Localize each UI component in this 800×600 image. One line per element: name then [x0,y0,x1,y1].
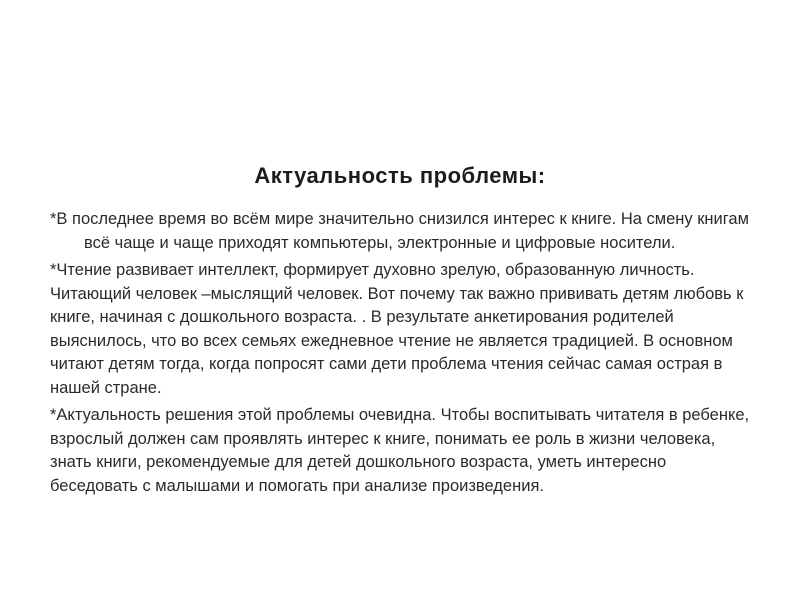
slide-body [50,208,750,502]
paragraph-2: *Чтение развивает интеллект, формирует духовно зрелую, образованную личность. Читающий человек –мыслящий человек. Вот почему так важно прививать детям любовь к книге, начиная с дошкольного возраста. . В результате анкетирования родителей выяснилось, что во всех семьях ежедневное чтение не является традицией. В основном читают детям тогда, когда попросят сами дети проблема чтения сейчас самая острая в нашей стране. [50,261,744,397]
slide-title: Актуальность проблемы: [254,163,546,188]
paragraph-3: *Актуальность решения этой проблемы очевидна. Чтобы воспитывать читателя в ребенке, взрослый должен сам проявлять интерес к книге, понимать ее роль в жизни человека, знать книги, рекомендуемые для детей дошкольного возраста, уметь интересно беседовать с малышами и помогать при анализе произведения. [50,406,750,495]
paragraph-1: *В последнее время во всём мире значительно снизился интерес к книге. На смену книгам всё чаще и чаще приходят компьютеры, электронные и цифровые носители. [50,210,749,252]
